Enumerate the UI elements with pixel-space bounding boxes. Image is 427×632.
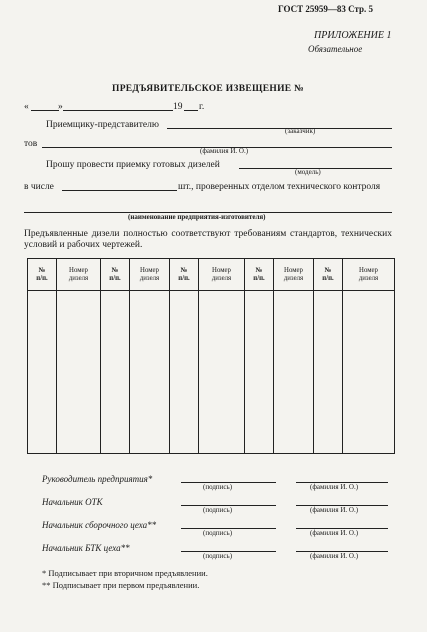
date-day-line [31,110,59,111]
request-label: Прошу провести приемку готовых дизелей [46,160,220,170]
date-quote-open: « [24,102,29,112]
table-cell[interactable] [57,291,101,454]
name-caption: (фамилия И. О.) [310,483,359,491]
count-line [62,190,177,191]
tov-label: тов [24,139,38,149]
document-title: ПРЕДЪЯВИТЕЛЬСКОЕ ИЗВЕЩЕНИЕ № [112,84,304,94]
count-suffix: шт., проверенных отделом технического контроля [178,182,381,192]
date-year: 19 [173,102,183,112]
manufacturer-caption: (наименование предприятия-изготовителя) [128,213,266,221]
table-cell[interactable] [245,291,274,454]
header-cell-diesel: Номер дизеля [57,259,101,291]
date-month-line [63,110,173,111]
signature-role-otk: Начальник ОТК [42,497,103,507]
header-cell-diesel: Номер дизеля [130,259,170,291]
appendix-title: ПРИЛОЖЕНИЕ 1 [314,30,392,41]
receiver-caption: (заказчик) [285,127,316,135]
table-body-row [28,291,395,454]
receiver-line [167,128,392,129]
table-cell[interactable] [343,291,395,454]
footnote-1: * Подписывает при вторичном предъявлении. [42,568,208,578]
model-caption: (модель) [295,168,321,176]
count-prefix: в числе [24,182,54,192]
signature-role-btk: Начальник БТК цеха** [42,543,130,553]
header-cell-diesel: Номер дизеля [274,259,314,291]
header-cell-diesel: Номер дизеля [199,259,245,291]
appendix-note: Обязательное [308,44,363,54]
header-cell-number: № п/п. [170,259,199,291]
signature-caption: (подпись) [203,506,233,514]
table-cell[interactable] [274,291,314,454]
table-header-row [28,259,395,291]
signature-caption: (подпись) [203,552,233,560]
name-caption: (фамилия И. О.) [310,552,359,560]
header-cell-number: № п/п. [28,259,57,291]
table-cell[interactable] [130,291,170,454]
diesel-table [27,258,395,454]
header-cell-number: № п/п. [314,259,343,291]
date-year-line [184,110,198,111]
signature-caption: (подпись) [203,483,233,491]
statement-text: Предъявленные дизели полностью соответствуют требованиям стандартов, технических условий и рабочих чертежей. [24,229,392,250]
table-cell[interactable] [101,291,130,454]
date-quote-close: » [58,102,63,112]
signature-role-assembly-shop: Начальник сборочного цеха** [42,520,157,530]
header-cell-number: № п/п. [101,259,130,291]
header-cell-diesel: Номер дизеля [343,259,395,291]
signature-role-director: Руководитель предприятия* [42,474,153,484]
receiver-label: Приемщику-представителю [46,120,159,130]
table-cell[interactable] [170,291,199,454]
footnote-2: ** Подписывает при первом предъявлении. [42,580,200,590]
date-year-suffix: г. [199,102,205,112]
header-cell-number: № п/п. [245,259,274,291]
signature-caption: (подпись) [203,529,233,537]
gost-header: ГОСТ 25959—83 Стр. 5 [278,4,374,14]
name-caption: (фамилия И. О.) [310,529,359,537]
table-cell[interactable] [314,291,343,454]
table-cell[interactable] [199,291,245,454]
name-caption: (фамилия И. О.) [310,506,359,514]
name-caption: (фамилия И. О.) [200,147,249,155]
table-cell[interactable] [28,291,57,454]
